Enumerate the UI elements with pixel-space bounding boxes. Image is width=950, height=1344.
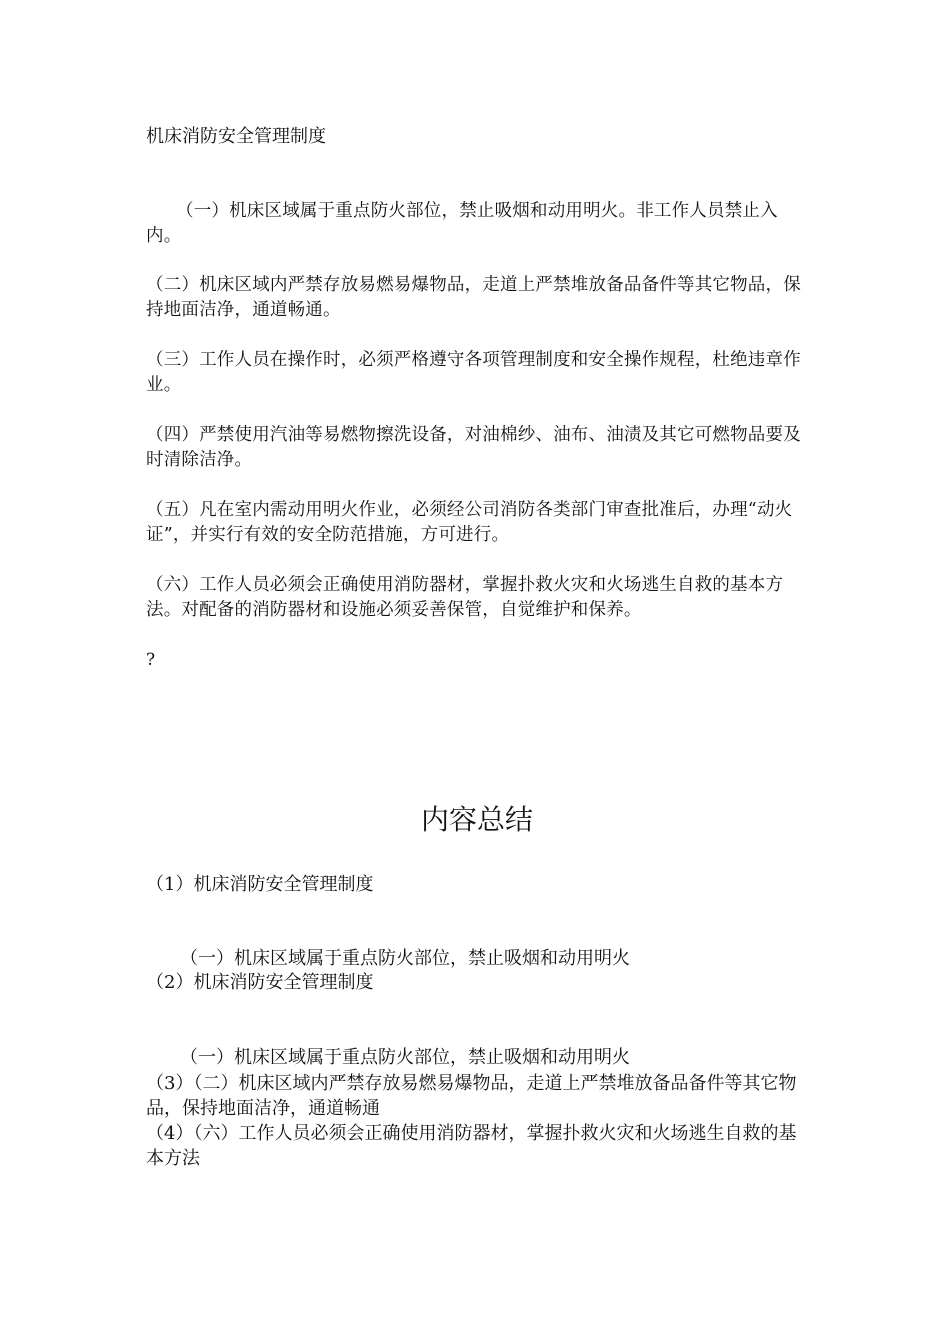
paragraph-3: （三）工作人员在操作时，必须严格遵守各项管理制度和安全操作规程，杜绝违章作业。 [146, 350, 801, 395]
paragraph-4: （四）严禁使用汽油等易燃物擦洗设备，对油棉纱、油布、油渍及其它可燃物品要及时清除洁净。 [146, 425, 801, 470]
trailing-question-mark: ? [146, 650, 156, 670]
paragraph-6: （六）工作人员必须会正确使用消防器材，掌握扑救火灾和火场逃生自救的基本方法。对配备的消防器材和设施必须妥善保管，自觉维护和保养。 [146, 575, 784, 620]
paragraph-1: （一）机床区域属于重点防火部位，禁止吸烟和动用明火。非工作人员禁止入内。 [146, 201, 778, 246]
summary-item-3: （3）（二）机床区域内严禁存放易燃易爆物品，走道上严禁堆放备品备件等其它物品，保持地面洁净，通道畅通 [146, 1073, 797, 1119]
summary-item-1: （1）机床消防安全管理制度 [146, 874, 374, 895]
summary-item-2-detail: （一）机床区域属于重点防火部位，禁止吸烟和动用明火 [180, 1047, 630, 1068]
document-title: 机床消防安全管理制度 [146, 126, 326, 147]
summary-item-2: （2）机床消防安全管理制度 [146, 972, 374, 993]
summary-heading: 内容总结 [420, 803, 533, 836]
paragraph-5: （五）凡在室内需动用明火作业，必须经公司消防各类部门审查批准后，办理“动火证”，并实行有效的安全防范措施，方可进行。 [146, 500, 793, 545]
paragraph-2: （二）机床区域内严禁存放易燃易爆物品，走道上严禁堆放备品备件等其它物品，保持地面洁净，通道畅通。 [146, 275, 801, 320]
summary-item-1-detail: （一）机床区域属于重点防火部位，禁止吸烟和动用明火 [180, 948, 630, 969]
summary-item-4: （4）（六）工作人员必须会正确使用消防器材，掌握扑救火灾和火场逃生自救的基本方法 [146, 1123, 797, 1169]
